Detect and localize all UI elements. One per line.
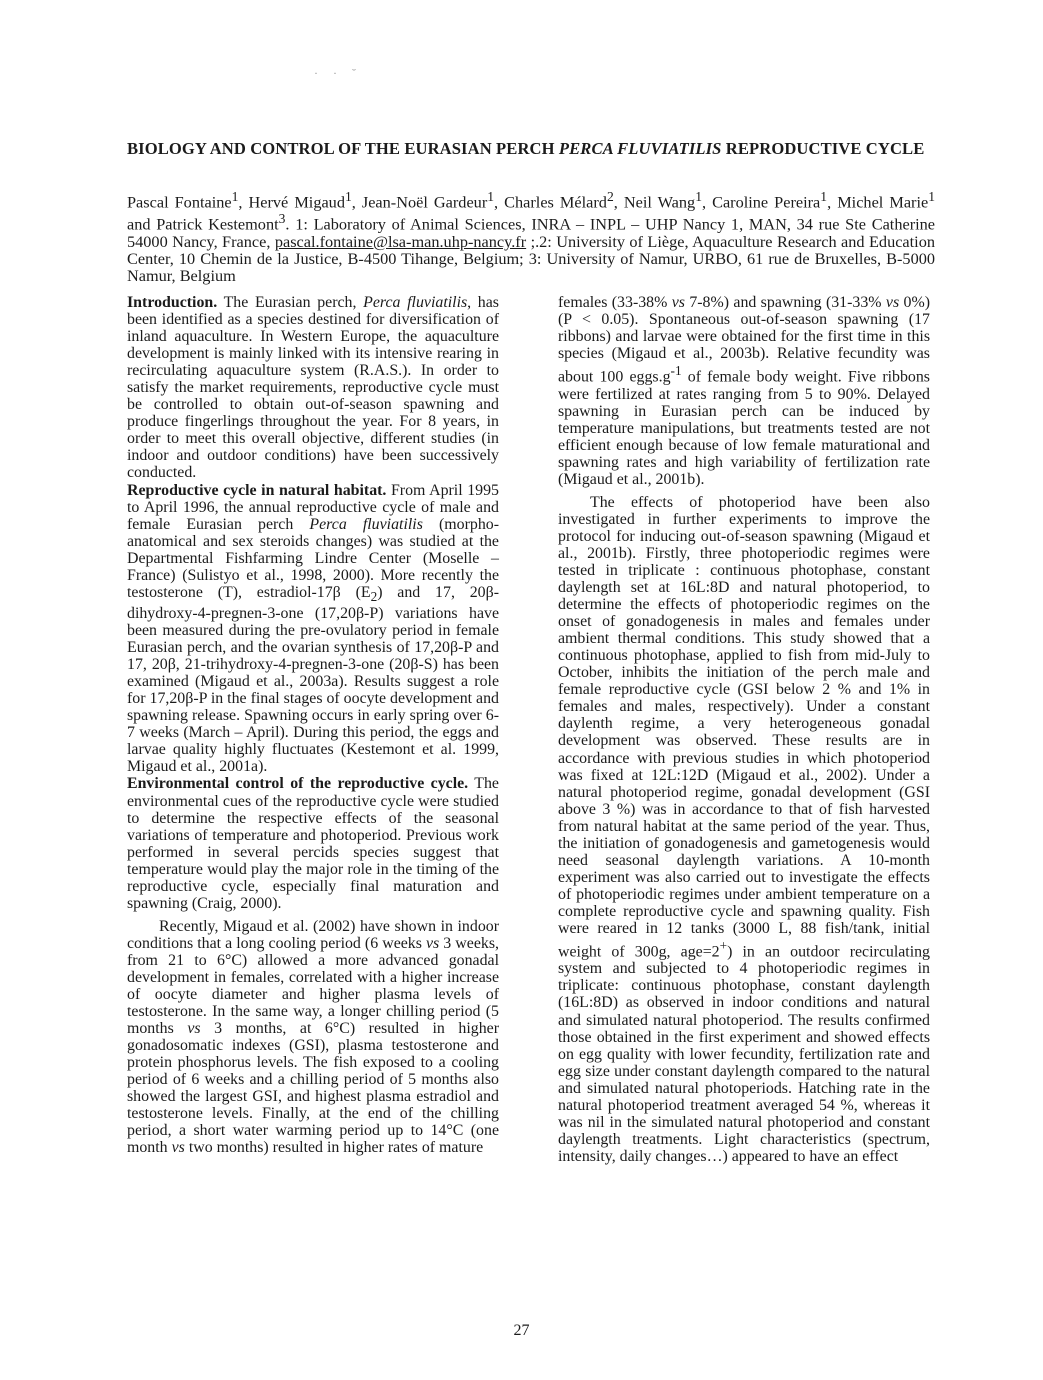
affil-mark: 1 — [344, 189, 352, 204]
body-text: 3 months, at 6°C) resulted in higher gonadosomatic indexes (GSI), plasma testosterone and protein phosphorus levels. The fish exposed to a cooling period of 6 weeks and a chilling period of 5 months also showed the largest GSI, and highest plasma estradiol and testosterone levels. Finally, at the end of the chilling period, a short water warming period up to 14°C (one month — [127, 1020, 499, 1157]
body-text: of female body weight. Five ribbons were fertilized at rates ranging from 5 to 90%. Delayed spawning in Eurasian perch can be induced by temperature manipulations, but treatments tested are not efficient enough because of low female maturational and spawning rates and high variability of fertilization rate (Migaud et al., 2001b). — [558, 368, 930, 488]
versus: vs — [885, 294, 900, 311]
affil-mark: 1 — [695, 189, 702, 204]
photoperiod-paragraph — [558, 494, 930, 1165]
versus: vs — [671, 294, 685, 311]
body-text: 7-8%) and spawning (31-33% — [684, 294, 886, 311]
body-text: (morpho-anatomical and sex steroids changes) was studied at the Departmental Fishfarming Lindre Center (Moselle – France) (Sulistyo et al., 1998, 2000). More recently the testosterone (T), estradiol-17β (E — [127, 515, 500, 601]
affiliation-text: ;.2: University of Liège, Aquaculture Research and Education Center, 10 Chemin de la Justice, B-4500 Tihange, Belgium; 3: University of Namur, URBO, 61 rue de Bruxelles, B-5000 Namur, Belgium — [127, 231, 935, 285]
affil-mark: 3 — [278, 211, 286, 227]
versus: vs — [426, 934, 440, 952]
section-heading: Reproductive cycle in natural habitat. — [127, 481, 387, 499]
title-species: PERCA FLUVIATILIS — [558, 139, 722, 158]
body-text: ) in an outdoor recirculating system and subjected to 4 photoperiodic regimes in triplicate: continuous photophase, constant daylength (16L:8D) as observed in indoor conditions and natural and simulated natural photoperiod. The results confirmed those obtained in the first experiment and showed effects on egg quality with lower fecundity, fertilization rate and egg size under constant daylength compared to the natural and simulated natural photoperiods. Hatching rate in the natural photoperiod treatment averaged 54 %, whereas it was nil in the simulated natural photoperiod and constant daylength treatments. Light characteristics (spectrum, intensity, daily changes…) appeared to have an effect — [558, 943, 931, 1165]
body-text: 3 weeks, from 21 to 6°C) allowed a more advanced gonadal development in females, correlated with a higher increase of oocyte diameter and higher plasma levels of testosterone. In the same way, a longer chilling period (5 months — [127, 934, 499, 1038]
author-name: , Caroline Pereira — [701, 192, 821, 212]
subscript: 2 — [370, 588, 378, 604]
scan-artifact: · · ˘ — [314, 66, 362, 80]
superscript: + — [719, 938, 728, 954]
body-text: 0%) (P < 0.05). Spontaneous out-of-season spawning (17 ribbons) and larvae were obtained for the first time in this species (Migaud et al., 2003b). Relative fecundity was about 100 eggs.g — [558, 294, 930, 386]
introduction-paragraph — [127, 294, 499, 482]
chilling-paragraph — [127, 918, 499, 1157]
left-column — [127, 294, 499, 1157]
versus: vs — [171, 1139, 185, 1157]
author-name: and Patrick Kestemont — [127, 214, 279, 234]
versus: vs — [187, 1020, 201, 1038]
body-text: , has been identified as a species destined for diversification of inland aquaculture. In Western Europe, the aquaculture development is mainly linked with its intensive rearing in recirculating aquaculture system (R.A.S.). In order to satisfy the market requirements, reproductive cycle must be controlled to obtain out-of-season spawning and produce fingerlings throughout the year. For 8 years, in order to meet this overall objective, different studies (in indoor and outdoor conditions) have been successively conducted. — [127, 294, 499, 482]
author-name: , Hervé Migaud — [238, 192, 345, 212]
body-text: From April 1995 to April 1996, the annual reproductive cycle of male and female Eurasian perch — [127, 481, 499, 533]
affil-mark: 1 — [487, 189, 495, 204]
author-name: , Neil Wang — [613, 192, 696, 212]
superscript: -1 — [670, 363, 682, 379]
section-heading: Introduction. — [127, 294, 218, 311]
paper-title — [127, 140, 937, 157]
body-text: ) and 17, 20β-dihydroxy-4-pregnen-3-one (17,20β-P) variations have been measured during the pre-ovulatory period in female Eurasian perch, and the ovarian synthesis of 17,20β-P and 17, 20β, 21-trihydroxy-4-pregnen-3-one (20β-S) has been examined (Migaud et al., 2003a). Results suggest a role for 17,20β-P in the final stages of oocyte development and spawning release. Spawning occurs in early spring over 6-7 weeks (March – April). During this period, the eggs and larvae quality highly fluctuates (Kestemont et al. 1999, Migaud et al., 2001a). — [127, 583, 500, 776]
affil-mark: 1 — [820, 189, 828, 204]
author-affiliations — [127, 188, 935, 284]
section-heading: Environmental control of the reproductive cycle. — [127, 775, 469, 793]
body-text: The effects of photoperiod have been also investigated in further experiments to improve the protocol for inducing out-of-season spawning (Migaud et al., 2001b). Firstly, three photoperiodic regimes were tested in triplicate : continuous photophase, constant daylength set at 16L:8D and natural photoperiod, to determine the effects of photoperiodic regimes on the onset of gonadogenesis in males and females under ambient thermal conditions. This study showed that a continuous photophase, applied to fish from mid-July to October, inhibits the initiation of the perch male and female reproductive cycle (GSI below 2 % and 1% in females and males, respectively). Under a constant daylenth regime, a very heterogeneous gonadal development was observed. These results are in accordance with previous studies in which photoperiod was fixed at 12L:12D (Migaud et al., 2002). Under a natural photoperiod regime, gonadal development (GSI above 3 %) was in accordance to that of fish harvested from natural habitat at the same period of the year. Thus, the initiation of gonadogenesis and gametogenesis would need seasonal daylength variations. A 10-month experiment was also carried out to investigate the effects of photoperiodic regimes under ambient temperature on a complete reproductive cycle and spawning quality. Fish were reared in 12 tanks (3000 L, 88 fish/tank, initial weight of 300g, age=2 — [558, 493, 930, 961]
author-name: , Jean-Noël Gardeur — [351, 192, 488, 212]
email-link[interactable]: pascal.fontaine@lsa-man.uhp-nancy.fr — [274, 231, 527, 251]
affil-mark: 1 — [928, 189, 936, 204]
author-name: Pascal Fontaine — [127, 192, 232, 212]
title-text: BIOLOGY AND CONTROL OF THE EURASIAN PERCH — [127, 139, 559, 158]
body-text: The environmental cues of the reproductive cycle were studied to determine the respective effects of the seasonal variations of temperature and photoperiod. Previous work performed in several percids species suggest that temperature would play the major role in the timing of the reproductive cycle, especially final maturation and spawning (Craig, 2000). — [127, 775, 499, 912]
right-column — [558, 294, 930, 1165]
species-name: Perca fluviatilis — [363, 294, 468, 311]
author-name: , Michel Marie — [827, 192, 929, 212]
affiliation-text: . 1: Laboratory of Animal Sciences, INRA – INPL – UHP Nancy 1, MAN, 34 rue Ste Catherine 54000 Nancy, France, — [127, 214, 936, 251]
reproductive-cycle-paragraph — [127, 482, 499, 776]
title-text-end: REPRODUCTIVE CYCLE — [721, 139, 925, 158]
continued-paragraph — [558, 294, 930, 488]
affil-mark: 1 — [231, 189, 239, 204]
body-text: females (33-38% — [558, 294, 672, 311]
page-number: 27 — [513, 1322, 530, 1339]
author-name: , Charles Mélard — [494, 192, 607, 212]
body-text: two months) resulted in higher rates of mature — [184, 1139, 484, 1157]
environmental-control-paragraph — [127, 775, 499, 911]
body-text: Recently, Migaud et al. (2002) have shown in indoor conditions that a long cooling period (6 weeks — [127, 917, 499, 952]
body-text: The Eurasian perch, — [217, 294, 364, 311]
affil-mark: 2 — [606, 189, 614, 204]
species-name: Perca fluviatilis — [309, 515, 423, 533]
